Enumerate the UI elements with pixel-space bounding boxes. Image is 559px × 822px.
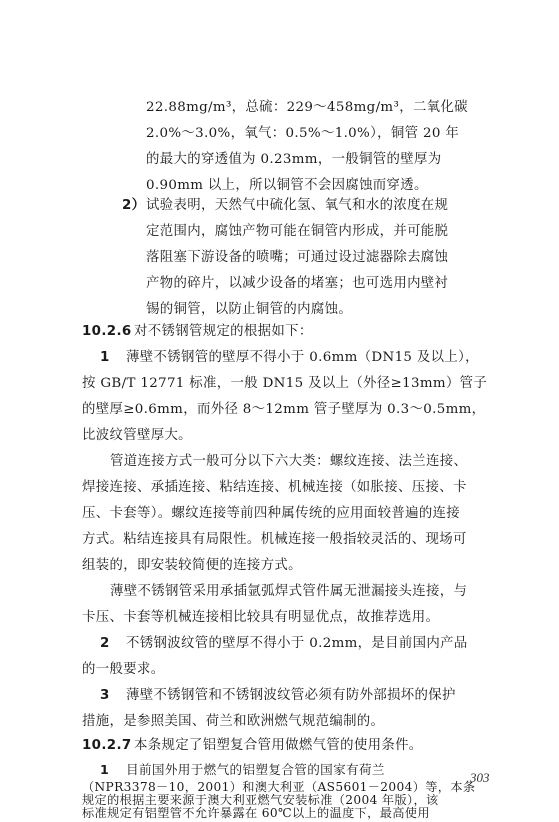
text-line: 的壁厚≥0.6mm，而外径 8～12mm 管子壁厚为 0.3～0.5mm， — [82, 402, 486, 417]
list-item-number: 3 — [100, 688, 110, 703]
text-line: 产物的碎片，以减少设备的堵塞；也可选用内壁衬 — [146, 276, 449, 291]
text-line: 的一般要求。 — [82, 662, 165, 677]
text-line: 不锈钢波纹管的壁厚不得小于 0.2mm，是目前国内产品 — [126, 636, 468, 651]
text-line: 压、卡套等）。螺纹连接等前四种属传统的应用面较普遍的连接 — [82, 506, 461, 521]
text-line: 规定的根据主要来源于澳大利亚燃气安装标准（2004 年版），该 — [82, 793, 439, 807]
text-line: 比波纹管壁厚大。 — [82, 428, 192, 443]
text-line: 管道连接方式一般可分以下六大类：螺纹连接、法兰连接、 — [110, 454, 468, 469]
clause-heading: 本条规定了铝塑复合管用做燃气管的使用条件。 — [134, 738, 423, 753]
list-item-number: 2 — [100, 636, 110, 651]
text-line: 的最大的穿透值为 0.23mm，一般铜管的壁厚为 — [146, 152, 442, 167]
text-line: 标准规定有铝塑管不允许暴露在 60℃以上的温度下，最高使用 — [82, 806, 430, 820]
text-line: 锡的铜管，以防止铜管的内腐蚀。 — [146, 302, 353, 317]
page-number: 303 — [470, 770, 490, 785]
text-line: 方式。粘结连接具有局限性。机械连接一般指较灵活的、现场可 — [82, 532, 467, 547]
text-line: 薄壁不锈钢管的壁厚不得小于 0.6mm（DN15 及以上）， — [126, 350, 479, 365]
text-line: 措施，是参照美国、荷兰和欧洲燃气规范编制的。 — [82, 714, 385, 729]
text-line: 组装的，即安装较简便的连接方式。 — [82, 558, 302, 573]
text-line: （NPR3378－10，2001）和澳大利亚（AS5601－2004）等，本条 — [82, 780, 476, 794]
clause-number: 10.2.7 — [82, 738, 132, 753]
text-line: 卡压、卡套等机械连接相比较具有明显优点，故推荐选用。 — [82, 610, 440, 625]
list-item-number: 1 — [100, 350, 110, 365]
text-line: 0.90mm 以上，所以铜管不会因腐蚀而穿透。 — [146, 178, 428, 193]
text-line: 22.88mg/m³，总硫：229～458mg/m³，二氧化碳 — [146, 100, 468, 115]
clause-heading: 对不锈钢管规定的根据如下： — [134, 324, 313, 339]
text-line: 试验表明，天然气中硫化氢、氧气和水的浓度在规 — [146, 198, 449, 213]
text-line: 目前国外用于燃气的铝塑复合管的国家有荷兰 — [126, 762, 385, 777]
list-item-number: 1 — [100, 762, 110, 777]
text-line: 薄壁不锈钢管和不锈钢波纹管必须有防外部损坏的保护 — [126, 688, 456, 703]
text-line: 2.0%～3.0%，氧气：0.5%～1.0%），铜管 20 年 — [146, 126, 460, 141]
text-line: 落阻塞下游设备的喷嘴；可通过设过滤器除去腐蚀 — [146, 250, 449, 265]
text-line: 薄壁不锈钢管采用承插氩弧焊式管件属无泄漏接头连接，与 — [110, 584, 468, 599]
text-line: 定范围内，腐蚀产物可能在铜管内形成，并可能脱 — [146, 224, 449, 239]
text-line: 焊接连接、承插连接、粘结连接、机械连接（如胀接、压接、卡 — [82, 480, 467, 495]
clause-number: 10.2.6 — [82, 324, 132, 339]
text-line: 按 GB/T 12771 标准，一般 DN15 及以上（外径≥13mm）管子 — [82, 376, 488, 391]
list-item-number: 2） — [122, 198, 146, 213]
